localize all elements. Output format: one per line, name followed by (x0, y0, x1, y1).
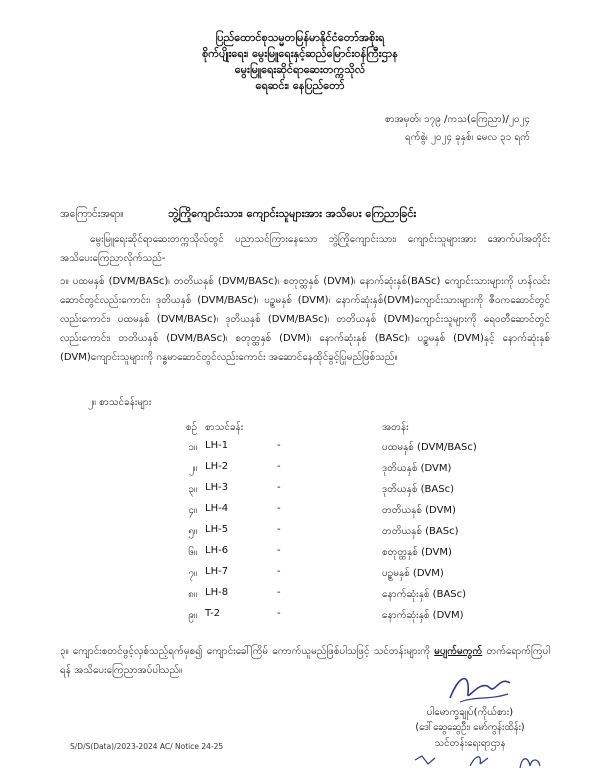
initials-marks (410, 752, 550, 772)
emphasis-text: မပျက်မကွက် (434, 646, 483, 657)
letter-date: ရက်စွဲ၊ ၂၀၂၄ ခုနှစ်၊ မေလ ၃၁ ရက် (405, 132, 530, 143)
header-government: ပြည်ထောင်စုသမ္မတမြန်မာနိုင်ငံတော်အစိုးရ (215, 31, 385, 44)
header-note: အတန်း (382, 422, 409, 433)
signature-line-1: ပါမောက္ခချုပ်(ကိုယ်စား) (426, 707, 514, 718)
header-ministry: စိုက်ပျိုးရေး၊ မွေးမြူရေးနှင့်ဆည်မြောင်းဝန်ကြီးဌာန (202, 47, 398, 60)
signature-scribble (440, 668, 520, 708)
header-university: မွေးမြူရေးဆိုင်ရာဆေးတက္ကသိုလ် (234, 63, 366, 76)
table-header (0, 420, 600, 438)
section-2-title: ၂။ စာသင်ခန်းများ (88, 397, 152, 408)
subject-title: ဘွဲ့ကြိုကျောင်းသား၊ ကျောင်းသူများအား အသိပေး ကြေညာခြင်း (168, 207, 417, 220)
table-row: ၇။ LH-7 - ပဉ္စမနှစ် (DVM) (188, 566, 444, 579)
intro-paragraph: မွေးမြူရေးဆိုင်ရာဆေးတက္ကသိုလ်တွင် ပညာသင်ကြားနေသော ဘွဲ့ကြိုကျောင်းသား၊ ကျောင်းသူများအား အောက်ပါအတိုင်း အသိပေးကြေညာလိုက်သည်- (60, 234, 550, 264)
table-row: ၉။ T-2 - နောက်ဆုံးနှစ် (DVM) (188, 608, 464, 621)
table-row: ၄။ LH-4 - တတိယနှစ် (DVM) (188, 503, 456, 516)
table-row: ၈။ LH-8 - နောက်ဆုံးနှစ် (BASc) (188, 587, 467, 600)
table-row: ၅။ LH-5 - တတိယနှစ် (BASc) (188, 524, 459, 537)
table-row: ၆။ LH-6 - စတုတ္ထနှစ် (DVM) (188, 545, 452, 558)
footer-reference: S/D/S(Data)/2023-2024 AC/ Notice 24-25 (70, 742, 224, 751)
paragraph-1: ၁။ ပထမနှစ် (DVM/BASc)၊ တတိယနှစ် (DVM/BASc)၊ စတုတ္ထနှစ် (DVM)၊ နောက်ဆုံးနှစ်(BASc) ကျောင်းသားများကို ဟန်လင်းဆောင်တွင်လည်းကောင်း၊ ဒုတိယနှစ် (DVM/BASc)၊ ပဉ္စမနှစ် (DVM)၊ နောက်ဆုံးနှစ်(DVM)ကျောင်းသားများကို ဇီဝကဆောင်တွင်လည်းကောင်း၊ ပထမနှစ် (DVM/BASc)၊ ဒုတိယနှစ် (DVM/BASc)၊ တတိယနှစ် (DVM)ကျောင်းသူများကို ရေဝတီဆောင်တွင်လည်းကောင်း၊ တတိယနှစ် (DVM/BASc)၊ စတုတ္ထနှစ် (DVM)၊ နောက်ဆုံးနှစ် (BASc)၊ ပဉ္စမနှစ် (DVM)နှင့် နောက်ဆုံးနှစ် (DVM)ကျောင်းသူများကို ဂန္ဓမာဆောင်တွင်လည်းကောင်း အဆောင်နေထိုင်ခွင့်ပြုမည်ဖြစ်သည်။ (60, 276, 550, 363)
header-room: စာသင်ခန်း (205, 422, 244, 433)
signature-line-2: (ဒေါ်ဆွေဆွေဦး၊ မော်ကွန်းထိန်း) (415, 722, 525, 733)
header-no: စဉ် (185, 422, 197, 433)
table-row: ၁။ LH-1 - ပထမနှစ် (DVM/BASc) (188, 440, 477, 453)
table-row: ၃။ LH-3 - ဒုတိယနှစ် (BASc) (188, 482, 454, 495)
header-location: ရေဆင်း၊ နေပြည်တော် (255, 79, 345, 92)
paragraph-3: ၃။ ကျောင်းစတင်ဖွင့်လှစ်သည့်ရက်မှစ၍ ကျောင်းခေါ်ကြိမ် ကောက်ယူမည်ဖြစ်ပါသဖြင့် သင်တန်းများကို မပျက်မကွက် တက်ရောက်ကြပါရန် အသိပေးကြေညာအပ်ပါသည်။ (60, 646, 550, 676)
subject-label: အကြောင်းအရာ။ (60, 208, 124, 220)
letter-number: စာအမှတ်၊ ၁၇၉ /ကသ(ကြေညာ)/၂၀၂၄ (384, 114, 530, 125)
signature-line-3: သင်တန်းရေးရာဌာန (434, 738, 506, 749)
table-row: ၂။ LH-2 - ဒုတိယနှစ် (DVM) (189, 461, 452, 474)
